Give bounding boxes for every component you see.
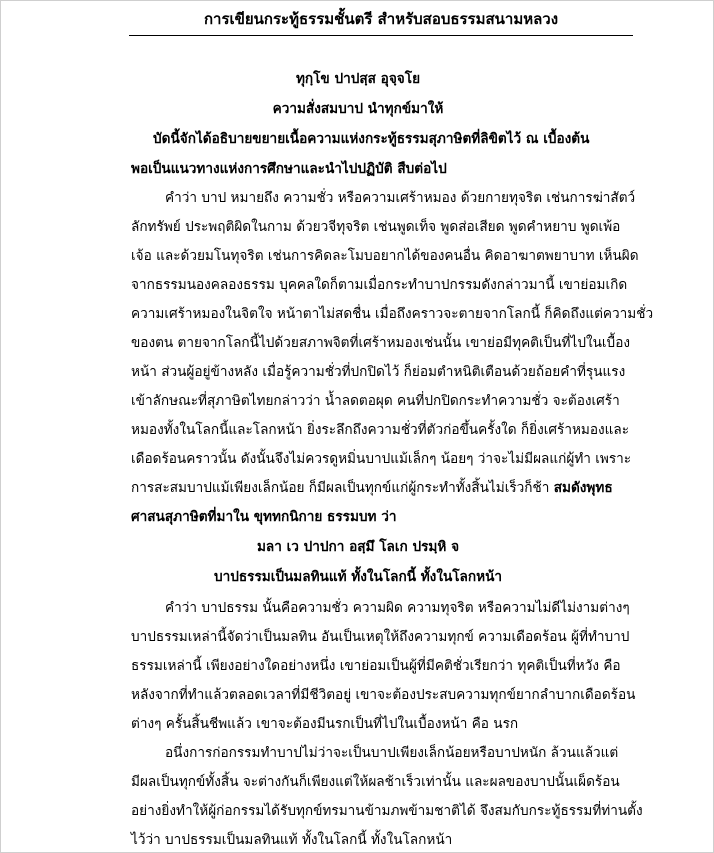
intro-line-2: พอเป็นแนวทางแห่งการศึกษาและนำไปปฏิบัติ สืบต่อไป [131,161,447,177]
motto-pali: ทุกฺโข ปาปสฺส อุจฺจโย [295,71,421,87]
para1-line-2: ลักทรัพย์ ประพฤติผิดในกาม ด้วยวจีทุจริต เช่นพูดเท็จ พูดส่อเสียด พูดคำหยาบ พูดเพ้อ [131,219,621,235]
para1-line-1: คำว่า บาป หมายถึง ความชั่ว หรือความเศร้าหมอง ด้วยกายทุจริต เช่นการฆ่าสัตว์ [165,190,636,206]
para1-line-5: ความเศร้าหมองในจิตใจ หน้าตาไม่สดชื่น เมื่อถึงคราวจะตายจากโลกนี้ ก็คิดถึงแต่ความชั่ว [131,306,654,322]
para1-citation: ศาสนสุภาษิตที่มาใน ขุททกนิกาย ธรรมบท ว่า [131,509,397,525]
para2-line-3: ธรรมเหล่านี้ เพียงอย่างใดอย่างหนึ่ง เขาย่อมเป็นผู้ที่มีคติชั่วเรียกว่า ทุคติเป็นที่หวัง คือ [131,658,621,674]
quote-thai: บาปธรรมเป็นมลทินแท้ ทั้งในโลกนี้ ทั้งในโลกหน้า [213,569,502,585]
para3-line-1: อนึ่งการก่อกรรมทำบาปไม่ว่าจะเป็นบาปเพียงเล็กน้อยหรือบาปหนัก ล้วนแล้วแต่ [165,745,619,761]
para2-line-4: หลังจากที่ทำแล้วตลอดเวลาที่มีชีวิตอยู่ เขาจะต้องประสบความทุกข์ยากลำบากเดือดร้อน [131,687,636,703]
para1-line-11-bold: สมดังพุทธ [553,480,613,496]
para2-line-1: คำว่า บาปธรรม นั้นคือความชั่ว ความผิด ความทุจริต หรือความไม่ดีไม่งามต่างๆ [165,600,630,616]
para3-line-2: มีผลเป็นทุกข์ทั้งสิ้น จะต่างกันก็เพียงแต่ให้ผลช้าเร็วเท่านั้น และผลของบาปนั้นเผ็ดร้อน [131,774,620,790]
para1-line-7: หน้า ส่วนผู้อยู่ข้างหลัง เมื่อรู้ความชั่วที่ปกปิดไว้ ก็ย่อมตำหนิติเตือนด้วยถ้อยคำที่รุนแรง [131,364,626,380]
para1-line-11 [131,478,613,498]
para2-line-2: บาปธรรมเหล่านี้จัดว่าเป็นมลทิน อันเป็นเหตุให้ถึงความทุกข์ ความเดือดร้อน ผู้ที่ทำบาป [131,629,630,645]
quote-pali: มลา เว ปาปกา อสฺมึ โลเก ปรมฺหิ จ [256,539,460,555]
para3-line-4: ไว้ว่า บาปธรรมเป็นมลทินแท้ ทั้งในโลกนี้ ทั้งในโลกหน้า [131,832,453,848]
para1-line-11-text: การสะสมบาปแม้เพียงเล็กน้อย ก็มีผลเป็นทุกข์แก่ผู้กระทำทั้งสิ้นไม่เร็วก็ช้า [131,480,554,496]
header-rule [129,35,633,36]
para1-line-3: เจ้อ และด้วยมโนทุจริต เช่นการคิดละโมบอยากได้ของคนอื่น คิดอาฆาตพยาบาท เห็นผิด [131,248,639,264]
para1-line-8: เข้าลักษณะที่สุภาษิตไทยกล่าวว่า น้ำลดตอผุด คนที่ปกปิดกระทำความชั่ว จะต้องเศร้า [131,393,620,409]
para2-line-5: ต่างๆ ครั้นสิ้นชีพแล้ว เขาจะต้องมีนรกเป็นที่ไปในเบื้องหน้า คือ นรก [131,716,519,732]
para1-line-9: หมองทั้งในโลกนี้และโลกหน้า ยิ่งระลึกถึงความชั่วที่ตัวก่อขึ้นครั้งใด ก็ยิ่งเศร้าหมองและ [131,422,630,438]
para3-line-3: อย่างยิ่งทำให้ผู้ก่อกรรมได้รับทุกข์ทรมานข้ามภพข้ามชาติได้ จึงสมกับกระทู้ธรรมที่ท่านตั้ง [131,803,643,819]
page-header-title: การเขียนกระทู้ธรรมชั้นตรี สำหรับสอบธรรมสนามหลวง [203,10,559,28]
para1-line-6: ของตน ตายจากโลกนี้ไปด้วยสภาพจิตที่เศร้าหมองเช่นนั้น เขาย่อมีทุคติเป็นที่ไปในเบื้อง [131,335,630,351]
para1-line-10: เดือดร้อนคราวนั้น ดังนั้นจึงไม่ควรดูหมิ่นบาปแม้เล็กๆ น้อยๆ ว่าจะไม่มีผลแก่ผู้ทำ เพราะ [131,451,632,467]
motto-thai: ความสั่งสมบาป นำทุกข์มาให้ [272,101,444,117]
para1-line-4: จากธรรมนองคลองธรรม บุคคลใดก็ตามเมื่อกระทำบาปกรรมดังกล่าวมานี้ เขาย่อมเกิด [131,277,628,293]
intro-line-1: บัดนี้จักได้อธิบายขยายเนื้อความแห่งกระทู้ธรรมสุภาษิตที่ลิขิตไว้ ณ เบื้องต้น [153,131,590,147]
